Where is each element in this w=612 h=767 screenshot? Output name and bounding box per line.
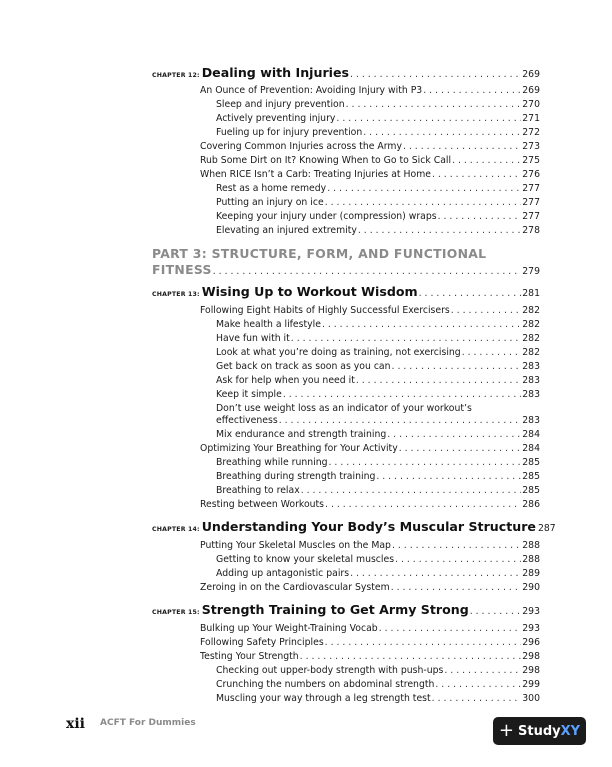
- dot-leader: [399, 443, 522, 455]
- dot-leader: [213, 264, 521, 279]
- entry-text: Look at what you’re doing as training, not exercising: [216, 347, 461, 358]
- page-number: 285: [522, 471, 540, 482]
- toc-subentry[interactable]: [216, 319, 540, 331]
- page-number: 278: [522, 225, 540, 236]
- dot-leader: [432, 693, 522, 705]
- dot-leader: [283, 389, 521, 401]
- page-number: 285: [522, 485, 540, 496]
- chapter-title: Wising Up to Workout Wisdom: [201, 284, 418, 299]
- entry-text: Fueling up for injury prevention: [216, 127, 363, 138]
- toc-subentry[interactable]: [216, 679, 540, 691]
- studyxy-logo[interactable]: [493, 717, 586, 745]
- dot-leader: [346, 99, 522, 111]
- entry-text: Following Safety Principles: [200, 637, 324, 648]
- entry-text: Mix endurance and strength training: [216, 429, 387, 440]
- entry-text: Breathing during strength training: [216, 471, 376, 482]
- page-number: 273: [522, 141, 540, 152]
- dot-leader: [451, 305, 521, 317]
- page-number: 298: [522, 651, 540, 662]
- dot-leader: [379, 623, 522, 635]
- dot-leader: [392, 540, 521, 552]
- entry-text: Sleep and injury prevention: [216, 99, 345, 110]
- chapter-14-heading[interactable]: [152, 519, 556, 536]
- dot-leader: [325, 197, 522, 209]
- entry-text: An Ounce of Prevention: Avoiding Injury with P3: [200, 85, 423, 96]
- dot-leader: [391, 582, 522, 594]
- entry-text: effectiveness: [216, 415, 278, 426]
- page-number: 269: [522, 69, 540, 80]
- dot-leader: [279, 415, 522, 427]
- toc-entry[interactable]: [200, 169, 540, 181]
- dot-leader: [419, 288, 522, 300]
- toc-entry[interactable]: [200, 540, 540, 552]
- entry-text: Optimizing Your Breathing for Your Activity: [200, 443, 398, 454]
- toc-subentry[interactable]: [216, 375, 540, 387]
- page-number: 289: [522, 568, 540, 579]
- entry-text: Keeping your injury under (compression) wraps: [216, 211, 437, 222]
- dot-leader: [392, 361, 522, 373]
- toc-entry[interactable]: [200, 305, 540, 317]
- entry-text: Keep it simple: [216, 389, 282, 400]
- dot-leader: [327, 183, 521, 195]
- dot-leader: [325, 499, 521, 511]
- toc-entry[interactable]: [200, 582, 540, 594]
- page-number: 283: [522, 361, 540, 372]
- footer-page-number: xii: [66, 716, 85, 732]
- part-title: FITNESS: [152, 262, 212, 277]
- dot-leader: [350, 568, 521, 580]
- chapter-12-heading[interactable]: [152, 67, 540, 82]
- page-number: 270: [522, 99, 540, 110]
- dot-leader: [300, 651, 522, 663]
- entry-text: Muscling your way through a leg strength test: [216, 693, 431, 704]
- entry-text: Rest as a home remedy: [216, 183, 327, 194]
- toc-entry[interactable]: [200, 637, 540, 649]
- toc-entry[interactable]: [200, 443, 540, 455]
- dot-leader: [462, 347, 522, 359]
- toc-subentry[interactable]: [216, 183, 540, 195]
- dot-leader: [403, 141, 521, 153]
- dot-leader: [438, 211, 522, 223]
- part-3-heading: PART 3: STRUCTURE, FORM, AND FUNCTIONAL: [152, 246, 487, 261]
- page-number: 272: [522, 127, 540, 138]
- entry-text: Putting an injury on ice: [216, 197, 324, 208]
- brand-name: Study: [518, 723, 561, 739]
- page-number: 283: [522, 375, 540, 386]
- page-number: 285: [522, 457, 540, 468]
- part-3-heading-line-2[interactable]: [152, 262, 540, 279]
- entry-text: Make health a lifestyle: [216, 319, 321, 330]
- dot-leader: [470, 606, 522, 618]
- entry-text: Actively preventing injury: [216, 113, 336, 124]
- toc-subentry[interactable]: [216, 389, 540, 401]
- page-number: 271: [522, 113, 540, 124]
- page-number: 286: [522, 499, 540, 510]
- toc-subentry[interactable]: [216, 211, 540, 223]
- entry-text: Testing Your Strength: [200, 651, 299, 662]
- entry-text: Putting Your Skeletal Muscles on the Map: [200, 540, 391, 551]
- page-number: 282: [522, 347, 540, 358]
- page-number: 296: [522, 637, 540, 648]
- chapter-title: Understanding Your Body’s Muscular Structure: [201, 519, 536, 534]
- toc-entry[interactable]: [200, 499, 540, 511]
- entry-text: Get back on track as soon as you can: [216, 361, 391, 372]
- entry-text: Following Eight Habits of Highly Successful Exercisers: [200, 305, 450, 316]
- chapter-15-heading[interactable]: [152, 604, 540, 619]
- entry-text: Ask for help when you need it: [216, 375, 355, 386]
- page-number: 298: [522, 665, 540, 676]
- page-number: 283: [522, 389, 540, 400]
- dot-leader: [291, 333, 521, 345]
- page-number: 277: [522, 197, 540, 208]
- toc-subentry[interactable]: [216, 471, 540, 483]
- dot-leader: [452, 155, 521, 167]
- chapter-label: CHAPTER 13:: [152, 291, 200, 298]
- dot-leader: [325, 637, 522, 649]
- entry-text: Breathing while running: [216, 457, 328, 468]
- page-number: 284: [522, 429, 540, 440]
- page-number: 283: [522, 415, 540, 426]
- plus-icon: +: [498, 720, 515, 741]
- entry-text: When RICE Isn’t a Carb: Treating Injuries at Home: [200, 169, 431, 180]
- page-number: 284: [522, 443, 540, 454]
- toc-subentry[interactable]: [216, 457, 540, 469]
- page-number: 277: [522, 183, 540, 194]
- footer-book-title: ACFT For Dummies: [100, 718, 196, 728]
- entry-text: Bulking up Your Weight-Training Vocab: [200, 623, 378, 634]
- page-number: 293: [522, 606, 540, 617]
- page-number: 282: [522, 333, 540, 344]
- toc-subentry[interactable]: [216, 127, 540, 139]
- toc-entry[interactable]: [200, 155, 540, 167]
- page-number: 275: [522, 155, 540, 166]
- chapter-title: Strength Training to Get Army Strong: [201, 602, 469, 617]
- dot-leader: [387, 429, 521, 441]
- dot-leader: [358, 225, 521, 237]
- toc-entry[interactable]: [200, 85, 540, 97]
- toc-subentry[interactable]: [216, 429, 540, 441]
- toc-subentry[interactable]: [216, 693, 540, 705]
- toc-entry[interactable]: [200, 651, 540, 663]
- entry-text: Resting between Workouts: [200, 499, 325, 510]
- entry-text: Getting to know your skeletal muscles: [216, 554, 395, 565]
- page-number: 279: [522, 266, 540, 277]
- dot-leader: [350, 69, 521, 81]
- toc-subentry[interactable]: [216, 415, 540, 427]
- toc-subentry[interactable]: [216, 485, 540, 497]
- page-number: 277: [522, 211, 540, 222]
- dot-leader: [435, 679, 521, 691]
- toc-subentry-line[interactable]: Don’t use weight loss as an indicator of your workout’s: [216, 403, 472, 414]
- entry-text: Elevating an injured extremity: [216, 225, 357, 236]
- chapter-13-heading[interactable]: [152, 286, 540, 301]
- dot-leader: [376, 471, 521, 483]
- toc-entry[interactable]: [200, 141, 540, 153]
- toc-subentry[interactable]: [216, 333, 540, 345]
- page-number: 269: [522, 85, 540, 96]
- brand-suffix: XY: [560, 723, 581, 739]
- page-number: 293: [522, 623, 540, 634]
- dot-leader: [356, 375, 521, 387]
- page-number: 276: [522, 169, 540, 180]
- dot-leader: [363, 127, 521, 139]
- page-number: 290: [522, 582, 540, 593]
- page-number: 288: [522, 540, 540, 551]
- chapter-label: CHAPTER 14:: [152, 526, 200, 533]
- entry-text: Breathing to relax: [216, 485, 300, 496]
- toc-subentry[interactable]: [216, 568, 540, 580]
- toc-subentry[interactable]: [216, 361, 540, 373]
- entry-text: Adding up antagonistic pairs: [216, 568, 350, 579]
- page-number: 288: [522, 554, 540, 565]
- page-number: 287: [537, 523, 556, 534]
- entry-text: Covering Common Injuries across the Army: [200, 141, 402, 152]
- dot-leader: [336, 113, 521, 125]
- chapter-title: Dealing with Injuries: [201, 65, 350, 80]
- toc-subentry[interactable]: [216, 113, 540, 125]
- page-number: 299: [522, 679, 540, 690]
- entry-text: Checking out upper-body strength with push-ups: [216, 665, 444, 676]
- dot-leader: [432, 169, 521, 181]
- toc-subentry[interactable]: [216, 554, 540, 566]
- page-number: 282: [522, 319, 540, 330]
- chapter-label: CHAPTER 15:: [152, 609, 200, 616]
- toc-subentry[interactable]: [216, 197, 540, 209]
- entry-text: Zeroing in on the Cardiovascular System: [200, 582, 390, 593]
- toc-subentry[interactable]: [216, 225, 540, 237]
- dot-leader: [423, 85, 521, 97]
- dot-leader: [322, 319, 521, 331]
- chapter-label: CHAPTER 12:: [152, 72, 200, 79]
- entry-text: Rub Some Dirt on It? Knowing When to Go to Sick Call: [200, 155, 452, 166]
- toc-entry[interactable]: [200, 623, 540, 635]
- toc-subentry[interactable]: [216, 665, 540, 677]
- entry-text: Have fun with it: [216, 333, 290, 344]
- dot-leader: [301, 485, 522, 497]
- dot-leader: [395, 554, 521, 566]
- page-number: 282: [522, 305, 540, 316]
- page-number: 281: [522, 288, 540, 299]
- toc-subentry[interactable]: [216, 347, 540, 359]
- entry-text: Crunching the numbers on abdominal strength: [216, 679, 435, 690]
- page-number: 300: [522, 693, 540, 704]
- dot-leader: [329, 457, 522, 469]
- toc-subentry[interactable]: [216, 99, 540, 111]
- dot-leader: [444, 665, 521, 677]
